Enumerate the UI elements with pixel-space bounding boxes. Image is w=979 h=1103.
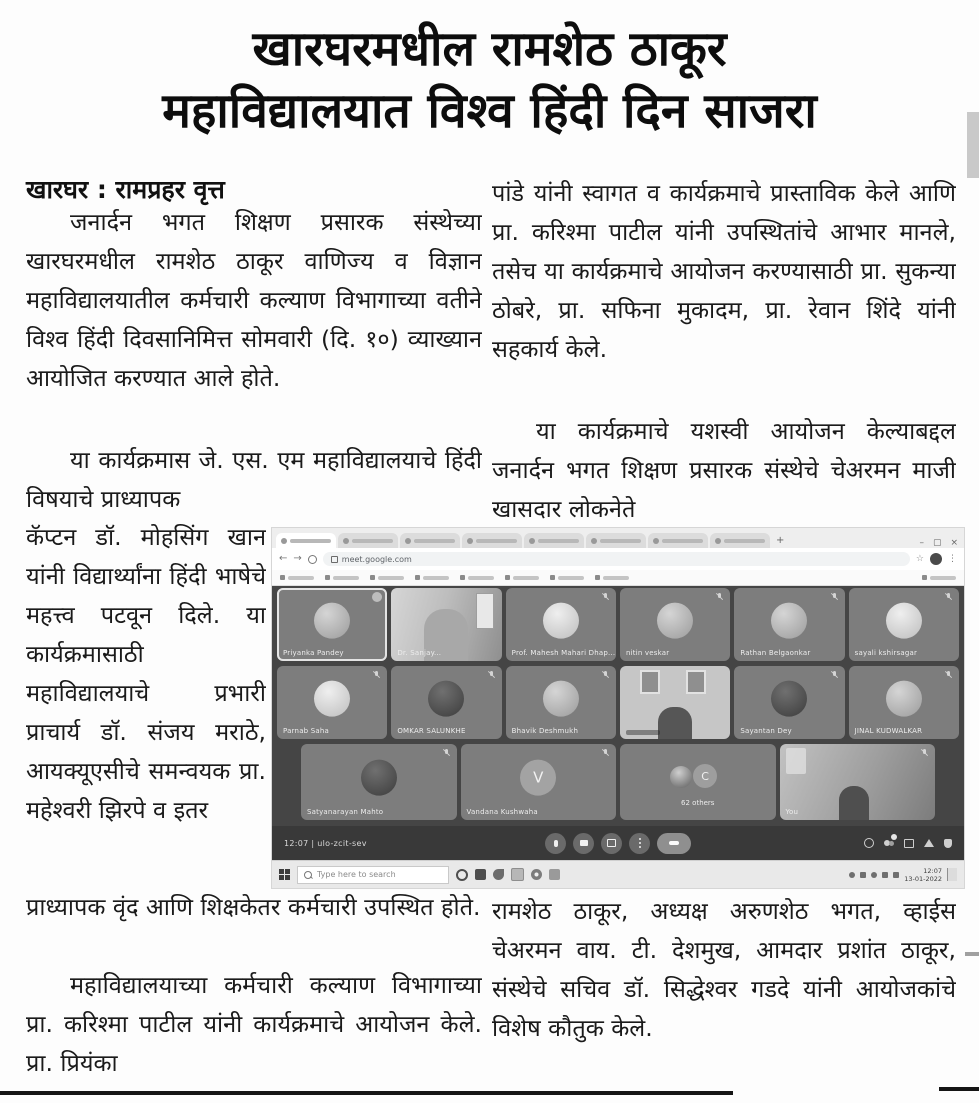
clock-date: 13-01-2022	[904, 874, 942, 883]
mic-muted-icon	[944, 670, 953, 679]
tab-title-blur	[476, 539, 517, 543]
favicon	[715, 538, 721, 544]
mic-muted-icon	[372, 670, 381, 679]
mic-muted-icon	[830, 670, 839, 679]
avatar	[886, 602, 922, 638]
article-headline	[20, 18, 959, 142]
browser-tab	[710, 533, 770, 548]
participant-name: sayali kshirsagar	[854, 649, 918, 657]
mic-muted-icon	[601, 670, 610, 679]
participant-tile	[391, 588, 501, 661]
tray-icon	[849, 872, 855, 878]
new-tab-icon: +	[776, 535, 785, 546]
avatar	[543, 602, 579, 638]
system-tray	[849, 867, 957, 883]
meet-screenshot-photo	[272, 528, 964, 888]
browser-tab	[586, 533, 646, 548]
participant-tile	[620, 588, 730, 661]
participant-tile	[734, 588, 844, 661]
bookmark-label-blur	[423, 576, 449, 580]
mic-muted-icon	[920, 748, 929, 757]
tab-title-blur	[352, 539, 393, 543]
bookmark-icon	[505, 575, 510, 580]
browser-tab	[276, 533, 336, 548]
favicon	[343, 538, 349, 544]
background-window	[476, 593, 494, 629]
bookmark-label-blur	[558, 576, 584, 580]
participant-name: nitin veskar	[625, 649, 670, 657]
favicon	[405, 538, 411, 544]
bookmark-label-blur	[513, 576, 539, 580]
end-call-icon	[669, 841, 679, 845]
minimize-icon: –	[919, 538, 924, 548]
participant-name: Vandana Kushwaha	[466, 808, 538, 816]
favicon	[653, 538, 659, 544]
end-call-button	[657, 833, 691, 854]
participant-tile	[506, 666, 616, 739]
bookmark-label-blur	[603, 576, 629, 580]
mic-muted-icon	[442, 748, 451, 757]
mini-avatar-letter: C	[693, 764, 717, 788]
bookmark-label-blur	[333, 576, 359, 580]
task-view-icon	[475, 869, 486, 880]
reload-icon	[308, 555, 317, 564]
file-explorer-icon	[511, 868, 524, 881]
close-icon: ×	[950, 538, 958, 548]
tab-title-blur	[414, 539, 455, 543]
left-col-para2-beside-photo: कॅप्टन डॉ. मोहसिंग खान यांनी विद्यार्थ्यांना हिंदी भाषेचे महत्त्व पटवून दिले. या कार्यक्रमासाठी महाविद्यालयाचे प्रभारी प्राचार्य डॉ. संजय मराठे, आयक्यूएसीचे समन्वयक प्रा. महेश्वरी झिरपे व इतर	[26, 523, 266, 824]
bookmark-icon	[280, 575, 285, 580]
participant-tile	[277, 588, 387, 661]
taskbar-search-input	[297, 866, 449, 884]
self-label: You	[785, 808, 799, 816]
participant-name: Bhavik Deshmukh	[511, 727, 579, 735]
bookmark-item	[460, 575, 494, 580]
tray-icon	[893, 872, 899, 878]
participant-tile	[301, 744, 457, 820]
taskbar-clock	[904, 867, 942, 883]
browser-menu-icon: ⋮	[948, 554, 957, 564]
mic-muted-icon	[830, 592, 839, 601]
page-edge-artifact	[967, 112, 979, 178]
page-edge-mark	[965, 952, 979, 956]
headline-line2: महाविद्यालयात विश्व हिंदी दिन साजरा	[162, 83, 817, 139]
mic-muted-icon	[601, 592, 610, 601]
participant-tile	[849, 588, 959, 661]
participant-name-illegible	[626, 730, 660, 735]
bookmark-item	[415, 575, 449, 580]
bookmark-icon	[415, 575, 420, 580]
bookmark-icon	[550, 575, 555, 580]
maximize-icon: ▢	[932, 538, 942, 548]
camera-button	[573, 833, 594, 854]
participant-name: Priyanka Pandey	[283, 649, 344, 657]
avatar	[361, 760, 397, 796]
cortana-icon	[456, 869, 468, 881]
forward-icon: →	[293, 553, 302, 564]
activities-icon	[924, 839, 934, 847]
participants-count-badge	[891, 834, 897, 840]
person-silhouette	[658, 707, 692, 739]
grid-row-1	[277, 588, 959, 661]
participant-tile	[734, 666, 844, 739]
reading-list-icon	[922, 575, 927, 580]
participant-tile	[391, 666, 501, 739]
reading-list-label-blur	[930, 576, 956, 580]
lock-icon	[331, 556, 338, 563]
favicon	[281, 538, 287, 544]
browser-tab	[338, 533, 398, 548]
background-window	[786, 748, 806, 774]
camera-icon	[580, 840, 588, 846]
back-icon: ←	[279, 553, 288, 564]
headline-line1: खारघरमधील रामशेठ ठाकूर	[252, 21, 727, 77]
meet-control-bar	[272, 826, 964, 860]
participant-tile	[620, 666, 730, 739]
left-col-para2-end: प्राध्यापक वृंद आणि शिक्षकेतर कर्मचारी उपस्थित होते.	[26, 893, 481, 921]
mic-muted-icon	[487, 670, 496, 679]
tab-title-blur	[538, 539, 579, 543]
bookmark-label-blur	[468, 576, 494, 580]
bookmark-item	[370, 575, 404, 580]
browser-tab	[400, 533, 460, 548]
present-button	[601, 833, 622, 854]
overflow-participants-tile	[620, 744, 776, 820]
mic-icon	[554, 840, 558, 847]
byline: खारघर : रामप्रहर वृत्त	[26, 175, 225, 204]
grid-row-3	[277, 744, 959, 820]
favicon	[529, 538, 535, 544]
mini-avatar	[670, 766, 692, 788]
search-placeholder: Type here to search	[317, 870, 396, 879]
tray-icon	[860, 872, 866, 878]
person-silhouette	[839, 786, 869, 820]
url-field	[323, 552, 910, 566]
bookmark-item	[595, 575, 629, 580]
notification-panel-icon	[947, 868, 957, 881]
bottom-rule	[0, 1091, 733, 1095]
more-options-icon	[639, 842, 641, 844]
bookmark-star-icon: ☆	[915, 554, 924, 564]
tab-title-blur	[662, 539, 703, 543]
bookmark-item	[550, 575, 584, 580]
meet-side-controls	[864, 838, 952, 848]
more-options-button	[629, 833, 650, 854]
right-col-para2: या कार्यक्रमाचे यशस्वी आयोजन केल्याबद्दल जनार्दन भगत शिक्षण प्रसारक संस्थेचे चेअरमन माजी खासदार लोकनेते	[492, 417, 956, 523]
participant-name: Rathan Belgaonkar	[740, 649, 811, 657]
chat-icon	[904, 839, 914, 848]
tray-icon	[871, 872, 877, 878]
favicon	[467, 538, 473, 544]
participant-name: Prof. Mahesh Mahari Dhap...	[511, 649, 616, 657]
others-count-label: 62 others	[681, 799, 715, 807]
bookmark-icon	[595, 575, 600, 580]
bookmark-icon	[325, 575, 330, 580]
bookmark-icon	[370, 575, 375, 580]
app-icon	[493, 869, 504, 880]
avatar	[657, 602, 693, 638]
participant-name: Sayantan Dey	[740, 727, 792, 735]
favicon	[591, 538, 597, 544]
bookmark-icon	[460, 575, 465, 580]
chrome-icon	[531, 869, 542, 880]
mic-button	[545, 833, 566, 854]
left-col-para1: जनार्दन भगत शिक्षण प्रसारक संस्थेच्या खारघरमधील रामशेठ ठाकूर वाणिज्य व विज्ञान महाविद्यालयातील कर्मचारी कल्याण विभागाच्या वतीने विश्व हिंदी दिवसानिमित्त सोमवारी (दि. १०) व्याख्यान आयोजित करण्यात आले होते.	[26, 208, 482, 392]
bookmark-item	[505, 575, 539, 580]
participant-name: JINAL KUDWALKAR	[854, 727, 923, 735]
avatar	[428, 680, 464, 716]
bookmark-label-blur	[378, 576, 404, 580]
tab-title-blur	[600, 539, 641, 543]
participant-name: OMKAR SALUNKHE	[397, 727, 466, 735]
pinned-badge-icon	[372, 592, 382, 602]
meeting-time-and-code: 12:07 | ulo-zcit-sev	[284, 838, 367, 848]
bookmarks-bar	[272, 570, 964, 586]
tray-icon	[882, 872, 888, 878]
url-text: meet.google.com	[341, 554, 412, 564]
browser-tab	[462, 533, 522, 548]
right-col-para1: पांडे यांनी स्वागत व कार्यक्रमाचे प्रास्ताविक केले आणि प्रा. करिश्मा पाटील यांनी उपस्थितांचे आभार मानले, तसेच या कार्यक्रमाचे आयोजन करण्यासाठी प्रा. सुकन्या ठोबरे, प्रा. सफिना मुकादम, प्रा. रेवान शिंदे यांनी सहकार्य केले.	[492, 179, 956, 363]
bottom-rule-right	[939, 1087, 979, 1091]
browser-tab	[524, 533, 584, 548]
avatar	[771, 680, 807, 716]
avatar-letter: V	[520, 760, 556, 796]
grid-row-2	[277, 666, 959, 739]
tab-title-blur	[724, 539, 765, 543]
search-icon	[304, 871, 312, 879]
meet-participant-grid	[272, 586, 964, 826]
host-controls-icon	[944, 839, 952, 848]
profile-avatar	[930, 553, 942, 565]
left-col-para2-intro: या कार्यक्रमास जे. एस. एम महाविद्यालयाचे हिंदी विषयाचे प्राध्यापक	[26, 446, 482, 513]
participant-tile	[277, 666, 387, 739]
bookmark-label-blur	[288, 576, 314, 580]
app-icon	[549, 869, 560, 880]
browser-tab-bar	[272, 528, 964, 548]
window-controls	[919, 538, 960, 548]
mic-muted-icon	[944, 592, 953, 601]
info-icon	[864, 838, 874, 848]
wall-poster	[640, 670, 660, 694]
bookmark-item	[325, 575, 359, 580]
clock-time: 12:07	[923, 866, 942, 875]
start-button-icon	[279, 869, 290, 880]
wall-poster	[686, 670, 706, 694]
avatar	[886, 680, 922, 716]
participant-tile	[849, 666, 959, 739]
participant-tile	[506, 588, 616, 661]
right-col-para3: रामशेठ ठाकूर, अध्यक्ष अरुणशेठ भगत, व्हाईस चेअरमन वाय. टी. देशमुख, आमदार प्रशांत ठाकूर, संस्थेचे सचिव डॉ. सिद्धेश्वर गडदे यांनी आयोजकांचे विशेष कौतुक केले.	[492, 897, 956, 1042]
avatar	[543, 680, 579, 716]
participant-name: Parnab Saha	[283, 727, 330, 735]
browser-tab	[648, 533, 708, 548]
mic-muted-icon	[715, 592, 724, 601]
bookmark-item	[280, 575, 314, 580]
browser-address-bar	[272, 548, 964, 570]
participant-name: Satyanarayan Mahto	[307, 808, 384, 816]
left-col-para3: महाविद्यालयाच्या कर्मचारी कल्याण विभागाच्या प्रा. करिश्मा पाटील यांनी कार्यक्रमाचे आयोजन केले. प्रा. प्रियंका	[26, 971, 482, 1077]
reading-list-item	[922, 575, 956, 580]
tab-title-blur	[290, 539, 331, 543]
windows-taskbar	[272, 860, 964, 888]
present-screen-icon	[607, 839, 616, 847]
mic-muted-icon	[601, 748, 610, 757]
avatar	[314, 602, 350, 638]
avatar	[771, 602, 807, 638]
call-controls	[545, 833, 691, 854]
participant-tile	[461, 744, 617, 820]
avatar	[314, 680, 350, 716]
self-view-tile	[780, 744, 936, 820]
participant-name: Dr. Sanjay...	[397, 649, 442, 657]
participants-icon	[884, 839, 894, 847]
